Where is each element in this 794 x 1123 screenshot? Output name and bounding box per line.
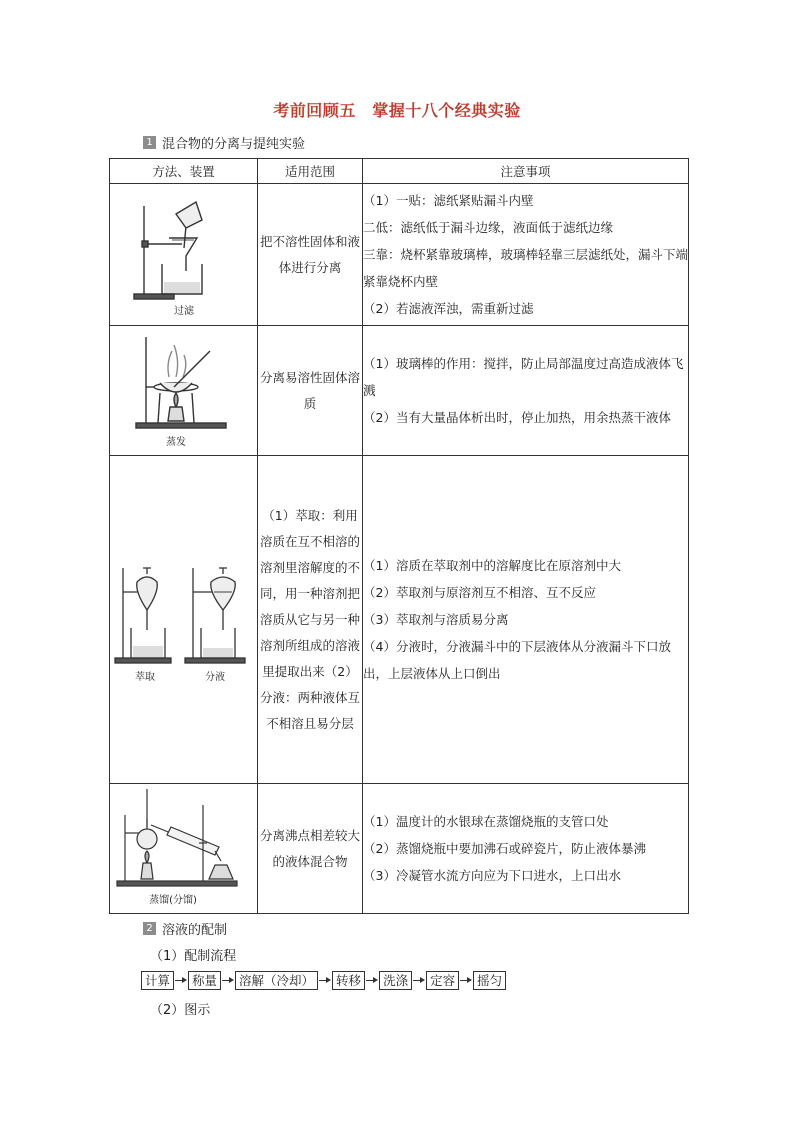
filtration-notes — [363, 184, 689, 326]
separation-caption: 分液 — [204, 672, 225, 683]
note-line: 二低：滤纸低于漏斗边缘，液面低于滤纸边缘 — [363, 220, 614, 235]
note-line: （2）当有大量晶体析出时，停止加热，用余热蒸干液体 — [363, 410, 671, 425]
note-line: （2）若滤液浑浊，需重新过滤 — [363, 301, 534, 316]
section-number-badge: 1 — [143, 136, 156, 149]
note-line: （1）温度计的水银球在蒸馏烧瓶的支管口处 — [363, 814, 609, 829]
section-heading-solution — [143, 919, 227, 938]
arrow-right-icon — [174, 972, 188, 989]
flow-step: 称量 — [188, 971, 221, 990]
note-line: （3）萃取剂与溶质易分离 — [363, 612, 509, 627]
flow-step: 洗涤 — [379, 971, 412, 990]
header-method: 方法、装置 — [110, 159, 258, 184]
note-line: （1）一贴：滤纸紧贴漏斗内壁 — [363, 193, 534, 208]
evaporation-apparatus-illustration — [114, 327, 254, 452]
distillation-apparatus-illustration — [111, 785, 257, 910]
filtration-range: 把不溶性固体和液体进行分离 — [258, 184, 363, 326]
flow-title: （1）配制流程 — [150, 949, 237, 964]
arrow-right-icon — [221, 972, 235, 989]
filtration-caption: 过滤 — [173, 305, 194, 317]
extraction-notes — [363, 456, 689, 784]
distillation-apparatus-cell — [110, 784, 258, 914]
note-line: 三靠：烧杯紧靠玻璃棒，玻璃棒轻靠三层滤纸处，漏斗下端紧靠烧杯内壁 — [363, 247, 689, 289]
table-row — [110, 784, 689, 914]
arrow-right-icon — [412, 972, 426, 989]
note-line: （1）玻璃棒的作用：搅拌，防止局部温度过高造成液体飞溅 — [363, 356, 684, 398]
arrow-right-icon — [365, 972, 379, 989]
note-line: （3）冷凝管水流方向应为下口进水，上口出水 — [363, 868, 621, 883]
note-line: （2）蒸馏烧瓶中要加沸石或碎瓷片，防止液体暴沸 — [363, 841, 646, 856]
note-line: （4）分液时，分液漏斗中的下层液体从分液漏斗下口放出，上层液体从上口倒出 — [363, 639, 671, 681]
evaporation-caption: 蒸发 — [165, 436, 186, 448]
flow-step: 溶解（冷却） — [235, 971, 318, 990]
note-line: （2）萃取剂与原溶剂互不相溶、互不反应 — [363, 585, 596, 600]
extraction-range: （1）萃取：利用溶质在互不相溶的溶剂里溶解度的不同，用一种溶剂把溶质从它与另一种溶剂所组成的溶液里提取出来（2）分液：两种液体互不相溶且易分层 — [258, 456, 363, 784]
table-row — [110, 326, 689, 456]
header-range: 适用范围 — [258, 159, 363, 184]
note-line: （1）溶质在萃取剂中的溶解度比在原溶剂中大 — [363, 558, 621, 573]
evaporation-range: 分离易溶性固体溶质 — [258, 326, 363, 456]
distillation-range: 分离沸点相差较大的液体混合物 — [258, 784, 363, 914]
experiments-table — [109, 158, 689, 914]
extraction-apparatus-cell — [110, 456, 258, 784]
distillation-caption: 蒸馏(分馏) — [148, 894, 197, 906]
filtration-apparatus-illustration — [114, 186, 254, 321]
header-notes: 注意事项 — [363, 159, 689, 184]
preparation-flow — [141, 971, 506, 990]
section-label: 混合物的分离与提纯实验 — [162, 137, 306, 152]
flow-step: 摇匀 — [473, 971, 506, 990]
evaporation-apparatus-cell — [110, 326, 258, 456]
table-header-row — [110, 159, 689, 184]
table-row — [110, 184, 689, 326]
filtration-apparatus-cell — [110, 184, 258, 326]
distillation-notes — [363, 784, 689, 914]
extraction-apparatus-illustration — [111, 548, 257, 688]
section-label: 溶液的配制 — [162, 923, 228, 938]
extraction-caption: 萃取 — [134, 672, 155, 683]
page-title: 考前回顾五 掌握十八个经典实验 — [273, 101, 521, 120]
table-row — [110, 456, 689, 784]
section-number-badge: 2 — [143, 922, 156, 935]
flow-step: 转移 — [332, 971, 365, 990]
section-heading-separation — [143, 133, 305, 152]
evaporation-notes — [363, 326, 689, 456]
arrow-right-icon — [318, 972, 332, 989]
figure-title: （2）图示 — [150, 1003, 211, 1018]
arrow-right-icon — [459, 972, 473, 989]
flow-step: 定容 — [426, 971, 459, 990]
flow-step: 计算 — [141, 971, 174, 990]
